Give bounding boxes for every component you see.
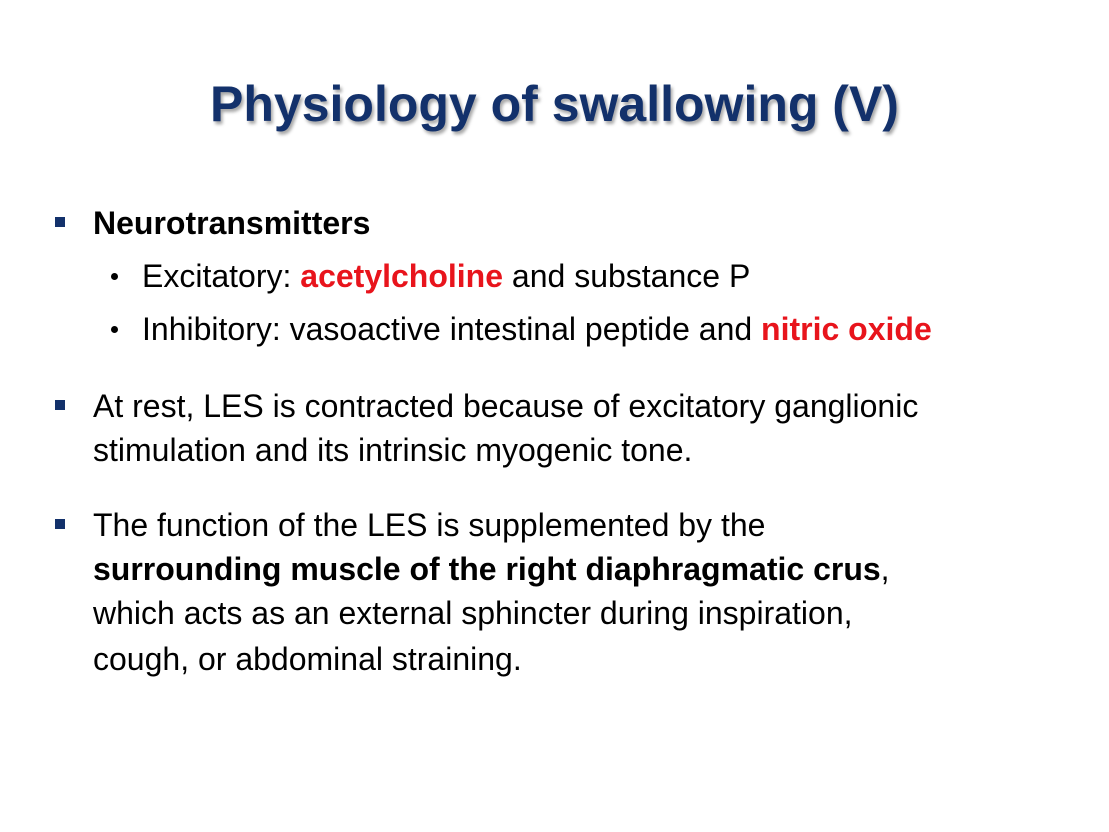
square-bullet-icon bbox=[55, 519, 65, 529]
sub-item-excitatory bbox=[142, 254, 750, 298]
sub-item-suffix: and substance P bbox=[503, 258, 751, 294]
square-bullet-icon bbox=[55, 217, 65, 227]
sub-item-prefix: Inhibitory: vasoactive intestinal peptide and bbox=[142, 311, 762, 347]
bullet-line: cough, or abdominal straining. bbox=[93, 641, 522, 677]
square-bullet-icon bbox=[55, 400, 65, 410]
bullet-line: The function of the LES is supplemented by the bbox=[93, 507, 766, 543]
sub-item-inhibitory bbox=[142, 307, 932, 351]
bullet-line: which acts as an external sphincter during inspiration, bbox=[93, 595, 853, 631]
highlight-nitric-oxide: nitric oxide bbox=[761, 311, 932, 347]
dot-bullet-icon bbox=[111, 273, 118, 280]
highlight-acetylcholine: acetylcholine bbox=[300, 258, 504, 294]
bullet-heading: Neurotransmitters bbox=[93, 205, 371, 241]
sub-item-prefix: Excitatory: bbox=[142, 258, 301, 294]
slide-title: Physiology of swallowing (V) bbox=[210, 76, 899, 132]
bullet-line bbox=[93, 547, 1093, 591]
bullet-line: stimulation and its intrinsic myogenic tone. bbox=[93, 432, 693, 468]
dot-bullet-icon bbox=[111, 326, 118, 333]
bold-phrase: surrounding muscle of the right diaphragmatic crus bbox=[93, 551, 881, 587]
line-rest: , bbox=[880, 551, 890, 587]
bullet-line: At rest, LES is contracted because of excitatory ganglionic bbox=[93, 388, 919, 424]
